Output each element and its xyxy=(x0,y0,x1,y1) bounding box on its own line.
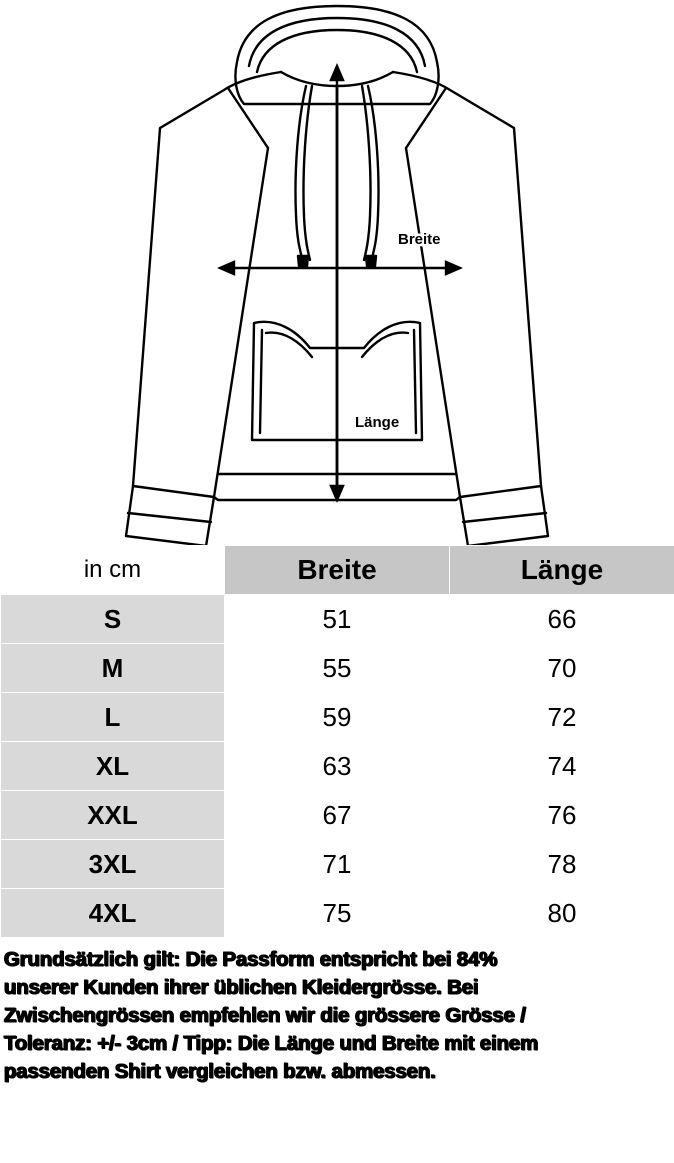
breite-value-xl: 63 xyxy=(225,742,450,791)
laenge-value-3xl: 78 xyxy=(450,840,674,889)
unit-header-cell: in cm xyxy=(1,546,225,595)
hoodie-technical-drawing-svg xyxy=(0,0,674,545)
table-row xyxy=(1,840,674,889)
pocket-left-edge xyxy=(266,333,312,357)
right-shoulder-seam xyxy=(406,88,446,148)
breite-label-text: Breite xyxy=(398,231,441,248)
size-label-xxl: XXL xyxy=(1,791,225,840)
drawstring-left-b xyxy=(303,86,312,260)
laenge-value-s: 66 xyxy=(450,595,674,644)
size-label-l: L xyxy=(1,693,225,742)
size-label-m: M xyxy=(1,644,225,693)
table-row xyxy=(1,595,674,644)
size-label-s: S xyxy=(1,595,225,644)
laenge-value-l: 72 xyxy=(450,693,674,742)
pocket-right-edge xyxy=(362,333,408,357)
table-row xyxy=(1,742,674,791)
fit-note-line-2: unserer Kunden ihrer üblichen Kleidergrösse. Bei xyxy=(4,976,479,999)
fit-note-line-5: passenden Shirt vergleichen bzw. abmessen. xyxy=(4,1060,436,1083)
fit-note-line-1: Grundsätzlich gilt: Die Passform entspricht bei 84% xyxy=(4,948,498,971)
size-label-4xl: 4XL xyxy=(1,889,225,938)
breite-value-xxl: 67 xyxy=(225,791,450,840)
size-label-3xl: 3XL xyxy=(1,840,225,889)
size-chart-table xyxy=(0,545,674,938)
laenge-value-4xl: 80 xyxy=(450,889,674,938)
table-row xyxy=(1,644,674,693)
pocket-right-inner xyxy=(414,330,416,433)
breite-value-l: 59 xyxy=(225,693,450,742)
laenge-value-xl: 74 xyxy=(450,742,674,791)
hoodie-illustration xyxy=(0,0,674,545)
laenge-value-m: 70 xyxy=(450,644,674,693)
table-row xyxy=(1,693,674,742)
fit-note xyxy=(0,938,674,1086)
drawstring-tip-left xyxy=(298,256,308,266)
fit-note-line-3: Zwischengrössen empfehlen wir die grössere Grösse / xyxy=(4,1004,526,1027)
header-cell-breite: Breite xyxy=(225,546,450,595)
laenge-arrow-head-top xyxy=(331,66,343,80)
table-header-row xyxy=(1,546,674,595)
left-shoulder-seam xyxy=(228,88,268,148)
size-label-xl: XL xyxy=(1,742,225,791)
breite-value-m: 55 xyxy=(225,644,450,693)
drawstring-right-b xyxy=(362,86,371,260)
pocket-left-inner xyxy=(260,330,262,433)
drawstring-tip-right xyxy=(366,256,376,266)
header-cell-laenge: Länge xyxy=(450,546,674,595)
fit-note-line-4: Toleranz: +/- 3cm / Tipp: Die Länge und Breite mit einem xyxy=(4,1032,539,1055)
breite-arrow-head-left xyxy=(220,262,234,274)
laenge-arrow-head-bottom xyxy=(331,486,343,500)
laenge-label-text: Länge xyxy=(355,414,400,431)
breite-value-4xl: 75 xyxy=(225,889,450,938)
breite-value-3xl: 71 xyxy=(225,840,450,889)
right-cuff-line xyxy=(463,513,546,522)
hood-inner-line xyxy=(249,18,425,66)
left-cuff-line xyxy=(128,513,211,522)
table-row xyxy=(1,791,674,840)
breite-arrow-head-right xyxy=(446,262,460,274)
breite-value-s: 51 xyxy=(225,595,450,644)
table-row xyxy=(1,889,674,938)
laenge-value-xxl: 76 xyxy=(450,791,674,840)
